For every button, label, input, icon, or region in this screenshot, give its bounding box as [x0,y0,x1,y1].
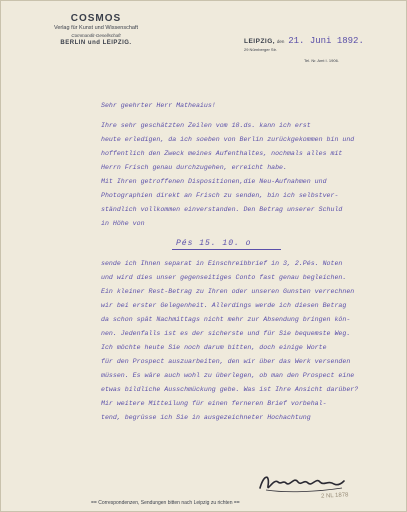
company-telephone: Tel. Nr. Amt I. 1906. [304,58,339,63]
letter-date: 21. Juni 1892. [288,36,364,46]
body-after-amount-line: tend, begrüsse ich Sie in ausgezeichneter Hochachtung [101,414,311,421]
body-before-amount-line: Mit Ihren getroffenen Dispositionen,die Neu-Aufnahmen und [101,178,327,185]
archive-note: 2 NL 1878 [320,492,349,500]
body-after-amount-line: Mir weitere Mitteilung für einen ferneren Brief vorbehal- [101,400,327,407]
date-prefix: den [276,39,285,44]
body-before-amount-line: ständlich vollkommen einverstanden. Den Betrag unserer Schuld [101,206,343,213]
date-block [244,36,364,52]
company-corporate-form: Commandit-Gesellschaft [71,33,121,38]
letter-footer [91,500,240,506]
footer-dash-left: == [91,500,99,506]
body-after-amount-line: müssen. Es wäre auch wohl zu überlegen, ob man den Prospect eine [101,372,355,379]
company-tagline: Verlag für Kunst und Wissenschaft [53,25,139,31]
body-after-amount-line: Ich möchte heute Sie noch darum bitten, doch einige Worte [101,344,327,351]
body-before-amount-line: hoffentlich den Zweck meines Aufenthaltes, nochmals alles mit [101,150,343,157]
body-after-amount-line: nen. Jedenfalls ist es der sicherste und für Sie bequemste Weg. [101,330,351,337]
body-paragraph-after-amount [101,257,391,425]
letterhead [21,13,171,46]
company-address: 29 Nürnberger Str. [244,47,277,52]
body-before-amount-line: Ihre sehr geschätzten Zeilen vom 18.ds. kann ich erst [101,122,311,129]
body-after-amount-line: etwas bildliche Ausschmückung gebe. Was ist Ihre Ansicht darüber? [101,386,359,393]
body-after-amount-line: da schon spät Nachmittags nicht mehr zur Absendung bringen kön- [101,316,351,323]
company-name: COSMOS [70,13,122,24]
letter-body [101,99,391,425]
body-before-amount-line: Photographien direkt an Frisch zu senden, bin ich selbstver- [101,192,339,199]
body-after-amount-line: wir bei erster Gelegenheit. Allerdings werde ich diesen Betrag [101,302,347,309]
footer-dash-right: == [233,500,240,506]
body-after-amount-line: Ein kleiner Rest-Betrag zu Ihren oder unseren Gunsten verrechnen [101,288,355,295]
company-city: BERLIN und LEIPZIG. [60,40,132,46]
footer-text: Correspondenzen, Sendungen bitten nach Leipzig zu richten [98,500,233,506]
body-paragraph-before-amount [101,119,391,231]
body-before-amount-line: heute erledigen, da ich soeben von Berlin zurückgekommen bin und [101,136,355,143]
signature [256,468,346,496]
body-after-amount-line: und wird dies unser gegenseitiges Conto fast genau begleichen. [101,274,347,281]
date-city: LEIPZIG, [244,38,276,45]
body-before-amount-line: Herrn Frisch genau durchzugehen, erreicht habe. [101,164,287,171]
salutation: Sehr geehrter Herr Matheaius! [101,102,216,109]
amount: Pés 15. 10. o [176,237,391,251]
body-after-amount-line: für den Prospect auszuarbeiten, den wir über das Werk versenden [101,358,351,365]
body-before-amount-line: in Höhe von [101,220,145,227]
body-after-amount-line: sende ich Ihnen separat in Einschreibbrief in 3, 2.Pés. Noten [101,260,343,267]
